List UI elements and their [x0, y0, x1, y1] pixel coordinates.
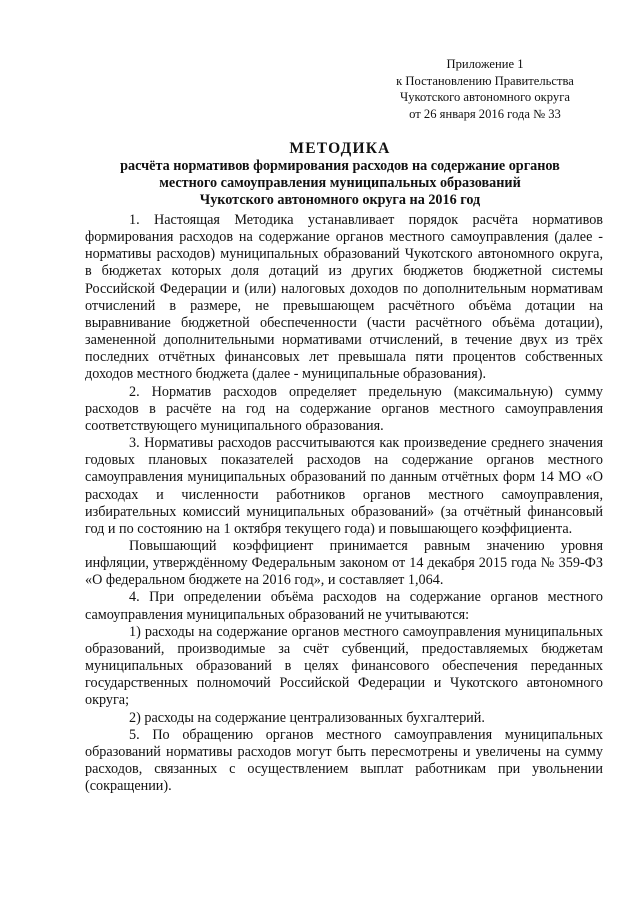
paragraph-2: 2. Норматив расходов определяет предельную (максимальную) сумму расходов в расчёте на год на содержание органов местного самоуправления соответствующего муниципального образования.	[85, 383, 603, 434]
paragraph-5: 5. По обращению органов местного самоуправления муниципальных образований нормативы расходов могут быть пересмотрены и увеличены на сумму расходов, связанных с осуществлением выплат работникам при увольнении (сокращении).	[85, 726, 603, 795]
paragraph-4-item-2: 2) расходы на содержание централизованных бухгалтерий.	[129, 709, 485, 726]
title-main: МЕТОДИКА	[289, 140, 391, 157]
appendix-line-4: от 26 января 2016 года № 33	[409, 106, 561, 121]
appendix-line-2: к Постановлению Правительства	[396, 73, 574, 88]
title-line-1: расчёта нормативов формирования расходов на содержание органов	[120, 158, 560, 174]
paragraph-3: 3. Нормативы расходов рассчитываются как произведение среднего значения годовых плановых показателей расходов на содержание органов местного самоуправления муниципальных образований по данным отчётных форм 14 МО «О расходах и численности работников органов местного самоуправления, избирательных комиссий муниципальных образований» (за отчётный финансовый год и по состоянию на 1 октября текущего года) и повышающего коэффициента.	[85, 435, 603, 537]
appendix-line-1: Приложение 1	[446, 57, 524, 71]
title-line-3: Чукотского автономного округа на 2016 год	[199, 192, 481, 209]
document-body	[85, 212, 603, 795]
appendix-header	[386, 56, 584, 122]
appendix-line-3: Чукотского автономного округа	[400, 90, 570, 104]
title-line-2: местного самоуправления муниципальных образований	[159, 175, 521, 192]
paragraph-1: 1. Настоящая Методика устанавливает порядок расчёта нормативов формирования расходов на содержание органов местного самоуправления (далее - нормативы расходов) муниципальных образований Чукотского автономного округа, в бюджетах которых доля дотаций из других бюджетов бюджетной системы Российской Федерации и (или) налоговых доходов по дополнительным нормативам отчислений в размере, не превышающем расчётного объёма дотации на выравнивание бюджетной обеспеченности (части расчётного объёма дотации), замененной дополнительными нормативами отчислений, в течение двух из трёх последних отчётных финансовых лет превышала пяти процентов собственных доходов местного бюджета (далее - муниципальные образования).	[85, 212, 603, 383]
paragraph-4: 4. При определении объёма расходов на содержание органов местного самоуправления муниципальных образований не учитываются:	[85, 589, 603, 623]
paragraph-coefficient: Повышающий коэффициент принимается равным значению уровня инфляции, утверждённому Федеральным законом от 14 декабря 2015 года № 359-ФЗ «О федеральном бюджете на 2016 год», и составляет 1,064.	[85, 537, 603, 589]
paragraph-4-item-1: 1) расходы на содержание органов местного самоуправления муниципальных образований, производимые за счёт субвенций, предоставляемых бюджетам муниципальных образований в целях финансового обеспечения переданных государственных полномочий Российской Федерации и Чукотского автономного округа;	[85, 623, 603, 709]
document-title	[76, 140, 604, 210]
